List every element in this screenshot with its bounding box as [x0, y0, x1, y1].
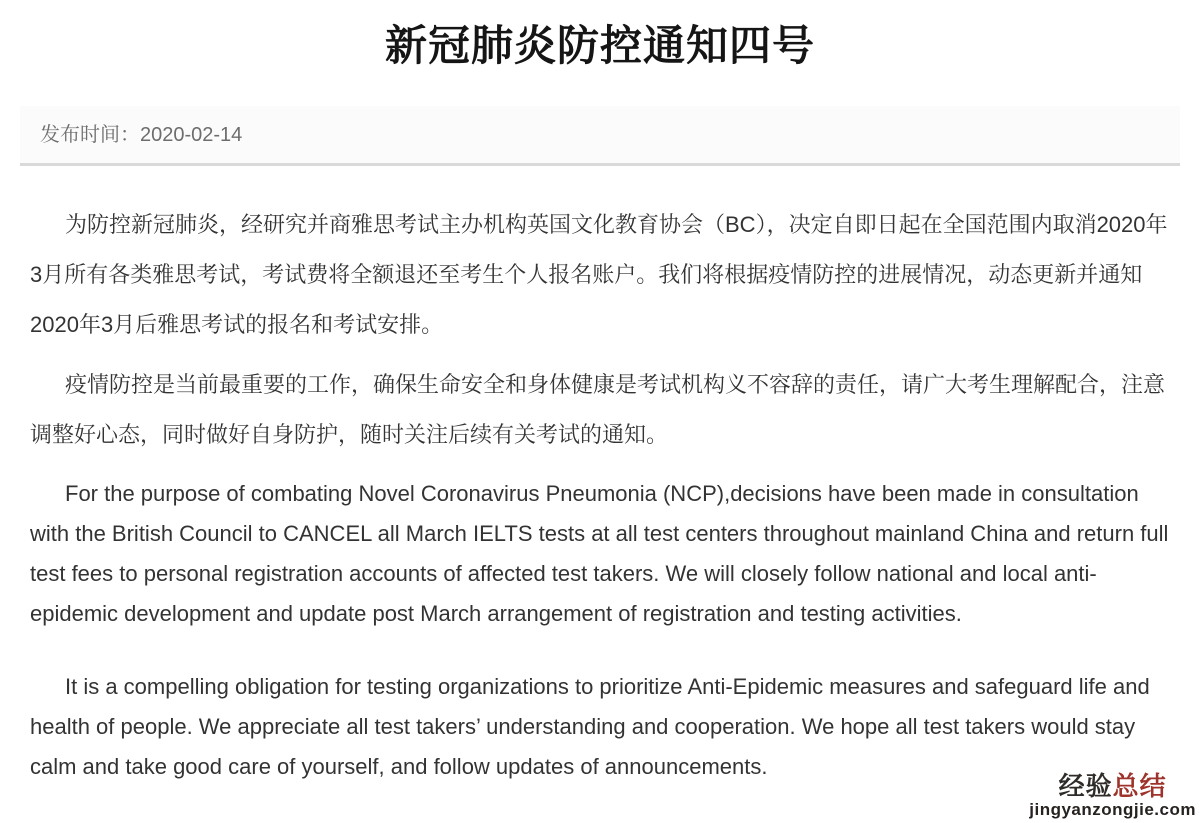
notice-paragraph-zh-1: 为防控新冠肺炎，经研究并商雅思考试主办机构英国文化教育协会（BC），决定自即日起在全国范围内取消2020年3月所有各类雅思考试，考试费将全额退还至考生个人报名账户。我们将根据疫情防控的进展情况，动态更新并通知2020年3月后雅思考试的报名和考试安排。 — [30, 212, 1168, 337]
watermark-brand-part1: 经验 — [1058, 771, 1113, 801]
watermark-brand-part2: 总结 — [1112, 771, 1167, 801]
publish-meta-bar — [20, 106, 1180, 166]
page-title: 新冠肺炎防控通知四号 — [384, 22, 815, 69]
site-watermark — [1029, 773, 1196, 818]
watermark-domain: jingyanzongjie.com — [1029, 800, 1196, 819]
notice-paragraph-en-1: For the purpose of combating Novel Coronavirus Pneumonia (NCP),decisions have been made in consultation with the British Council to CANCEL all March IELTS tests at all test centers throughout mainland China and return full test fees to personal registration accounts of affected test takers. We will closely follow national and local anti-epidemic development and update post March arrangement of registration and testing activities. — [30, 481, 1169, 626]
notice-paragraph-zh-2: 疫情防控是当前最重要的工作，确保生命安全和身体健康是考试机构义不容辞的责任，请广大考生理解配合，注意调整好心态，同时做好自身防护，随时关注后续有关考试的通知。 — [30, 372, 1166, 447]
publish-date-value: 2020-02-14 — [140, 124, 243, 146]
watermark-brand — [1059, 773, 1167, 799]
notice-paragraph-en-2: It is a compelling obligation for testing organizations to prioritize Anti-Epidemic measures and safeguard life and health of people. We appreciate all test takers’ understanding and cooperation. We hope all test takers would stay calm and take good care of yourself, and follow updates of announcements. — [30, 674, 1150, 779]
publish-date-label: 发布时间： — [40, 124, 140, 146]
notice-body — [0, 200, 1200, 787]
